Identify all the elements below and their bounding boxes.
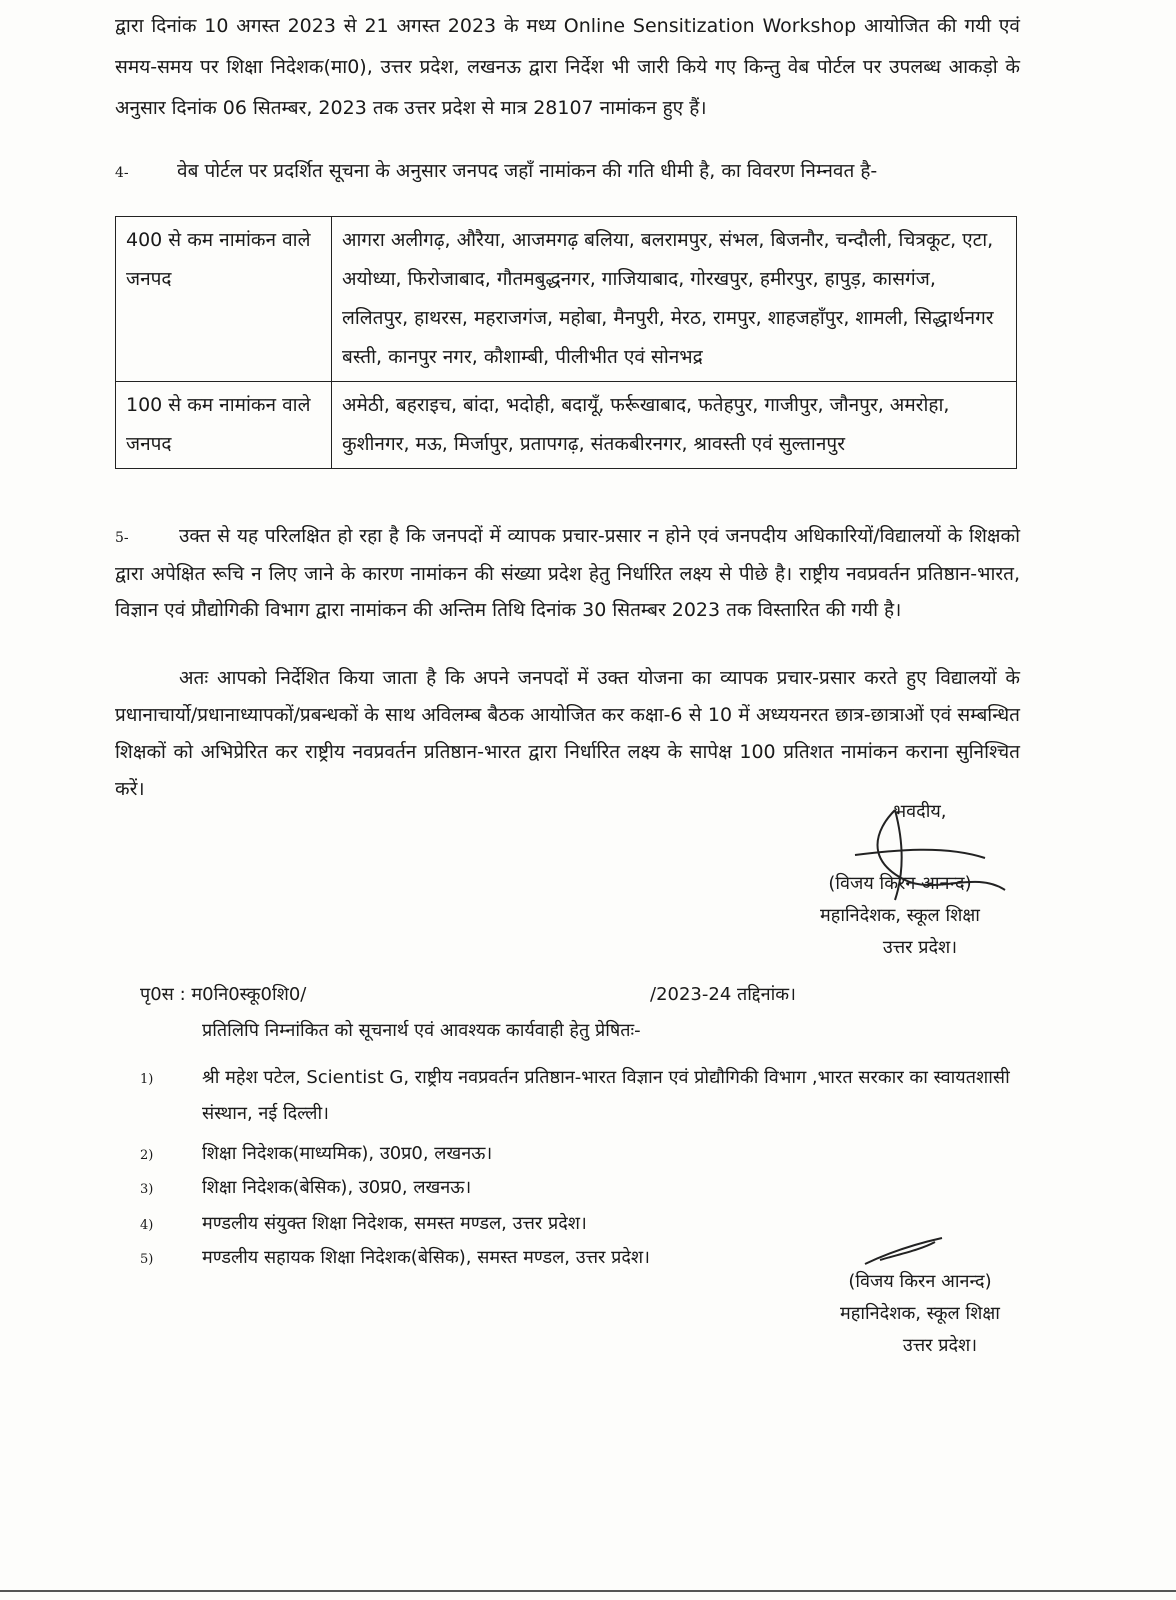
list-item-text: शिक्षा निदेशक(बेसिक), उ0प्र0, लखनऊ। <box>202 1177 472 1198</box>
paragraph-5-text: उक्त से यह परिलक्षित हो रहा है कि जनपदों में व्यापक प्रचार-प्रसार न होने एवं जनपदीय अधिकारियों/विद्यालयों के शिक्षको द्वारा अपेक्षित रूचि न लिए जाने के कारण नामांकन की संख्या प्रदेश हेतु निर्धारित लक्ष्य से पीछे है। राष्ट्रीय नवप्रवर्तन प्रतिष्ठान-भारत, विज्ञान एवं प्रौद्योगिकी विभाग द्वारा नामांकन की अन्तिम तिथि दिनांक 30 सितम्बर 2023 तक विस्तारित की गयी है। <box>115 525 1020 621</box>
signatory-designation: महानिदेशक, स्कूल शिक्षा <box>840 1303 1000 1324</box>
district-table <box>115 216 1017 469</box>
paragraph-4-text: वेब पोर्टल पर प्रदर्शित सूचना के अनुसार जनपद जहाँ नामांकन की गति धीमी है, का विवरण निम्नवत है- <box>177 160 878 182</box>
list-item-number: 4) <box>140 1218 154 1233</box>
list-item-text: श्री महेश पटेल, Scientist G, राष्ट्रीय नवप्रवर्तन प्रतिष्ठान-भारत विज्ञान एवं प्रोद्यौगिकी विभाग ,भारत सरकार का स्वायतशासी संस्थान, नई दिल्ली। <box>202 1067 1010 1124</box>
list-item-text: शिक्षा निदेशक(माध्यमिक), उ0प्र0, लखनऊ। <box>202 1143 493 1164</box>
list-item <box>140 1136 1040 1174</box>
table-row <box>116 382 1017 469</box>
table-row-districts: अमेठी, बहराइच, बांदा, भदोही, बदायूँ, फर्रूखाबाद, फतेहपुर, गाजीपुर, जौनपुर, अमरोहा, कुशीनगर, मऊ, मिर्जापुर, प्रतापगढ़, संतकबीरनगर, श्रावस्ती एवं सुल्तानपुर <box>332 382 1017 469</box>
list-item-number: 5) <box>140 1252 154 1267</box>
salutation: भवदीय, <box>893 801 947 822</box>
paragraph-4 <box>115 150 1020 194</box>
list-item <box>140 1170 1040 1208</box>
reference-suffix: /2023-24 तद्दिनांक। <box>650 984 796 1005</box>
signatory-name: (विजय किरन आनन्द) <box>848 1271 992 1292</box>
handwritten-signature-1 <box>835 800 1035 910</box>
table-row-label: 400 से कम नामांकन वाले जनपद <box>116 217 332 382</box>
table-row <box>116 217 1017 382</box>
list-item <box>140 1060 1040 1132</box>
bottom-edge-line <box>0 1590 1176 1592</box>
list-item-text: मण्डलीय संयुक्त शिक्षा निदेशक, समस्त मण्डल, उत्तर प्रदेश। <box>202 1213 587 1234</box>
copy-intro: प्रतिलिपि निम्नांकित को सूचनार्थ एवं आवश्यक कार्यवाही हेतु प्रेषितः- <box>202 1020 641 1041</box>
signatory-location: उत्तर प्रदेश। <box>882 937 958 958</box>
signatory-location: उत्तर प्रदेश। <box>902 1335 978 1356</box>
list-item-number: 2) <box>140 1148 154 1163</box>
signatory-name: (विजय किरन आनन्द) <box>828 873 972 894</box>
reference-prefix: पृ0स : म0नि0स्कू0शि0/ <box>140 984 307 1005</box>
table-row-districts: आगरा अलीगढ़, औरैया, आजमगढ़ बलिया, बलरामपुर, संभल, बिजनौर, चन्दौली, चित्रकूट, एटा, अयोध्या, फिरोजाबाद, गौतमबुद्धनगर, गाजियाबाद, गोरखपुर, हमीरपुर, हापुड़, कासगंज, ललितपुर, हाथरस, महराजगंज, महोबा, मैनपुरी, मेरठ, रामपुर, शाहजहाँपुर, शामली, सिद्धार्थनगर बस्ती, कानपुर नगर, कौशाम्बी, पीलीभीत एवं सोनभद्र <box>332 217 1017 382</box>
paragraph-5-number: 5- <box>115 530 129 546</box>
signature-block-2 <box>780 1266 1060 1362</box>
list-item-number: 3) <box>140 1182 154 1197</box>
paragraph-4-number: 4- <box>115 165 129 181</box>
signatory-designation: महानिदेशक, स्कूल शिक्षा <box>820 905 980 926</box>
table-row-label: 100 से कम नामांकन वाले जनपद <box>116 382 332 469</box>
list-item-text: मण्डलीय सहायक शिक्षा निदेशक(बेसिक), समस्त मण्डल, उत्तर प्रदेश। <box>202 1247 650 1268</box>
list-item-number: 1) <box>140 1072 154 1087</box>
intro-paragraph: द्वारा दिनांक 10 अगस्त 2023 से 21 अगस्त 2023 के मध्य Online Sensitization Workshop आयोजित की गयी एवं समय-समय पर शिक्षा निदेशक(मा0), उत्तर प्रदेश, लखनऊ द्वारा निर्देश भी जारी किये गए किन्तु वेब पोर्टल पर उपलब्ध आकड़ो के अनुसार दिनांक 06 सितम्बर, 2023 तक उत्तर प्रदेश से मात्र 28107 नामांकन हुए हैं। <box>115 15 1020 119</box>
paragraph-5 <box>115 518 1020 628</box>
paragraph-6: अतः आपको निर्देशित किया जाता है कि अपने जनपदों में उक्त योजना का व्यापक प्रचार-प्रसार करते हुए विद्यालयों के प्रधानाचार्यो/प्रधानाध्यापकों/प्रबन्धकों के साथ अविलम्ब बैठक आयोजित कर कक्षा-6 से 10 में अध्ययनरत छात्र-छात्राओं एवं सम्बन्धित शिक्षकों को अभिप्रेरित कर राष्ट्रीय नवप्रवर्तन प्रतिष्ठान-भारत द्वारा निर्धारित लक्ष्य के सापेक्ष 100 प्रतिशत नामांकन कराना सुनिश्चित करें। <box>115 667 1020 800</box>
